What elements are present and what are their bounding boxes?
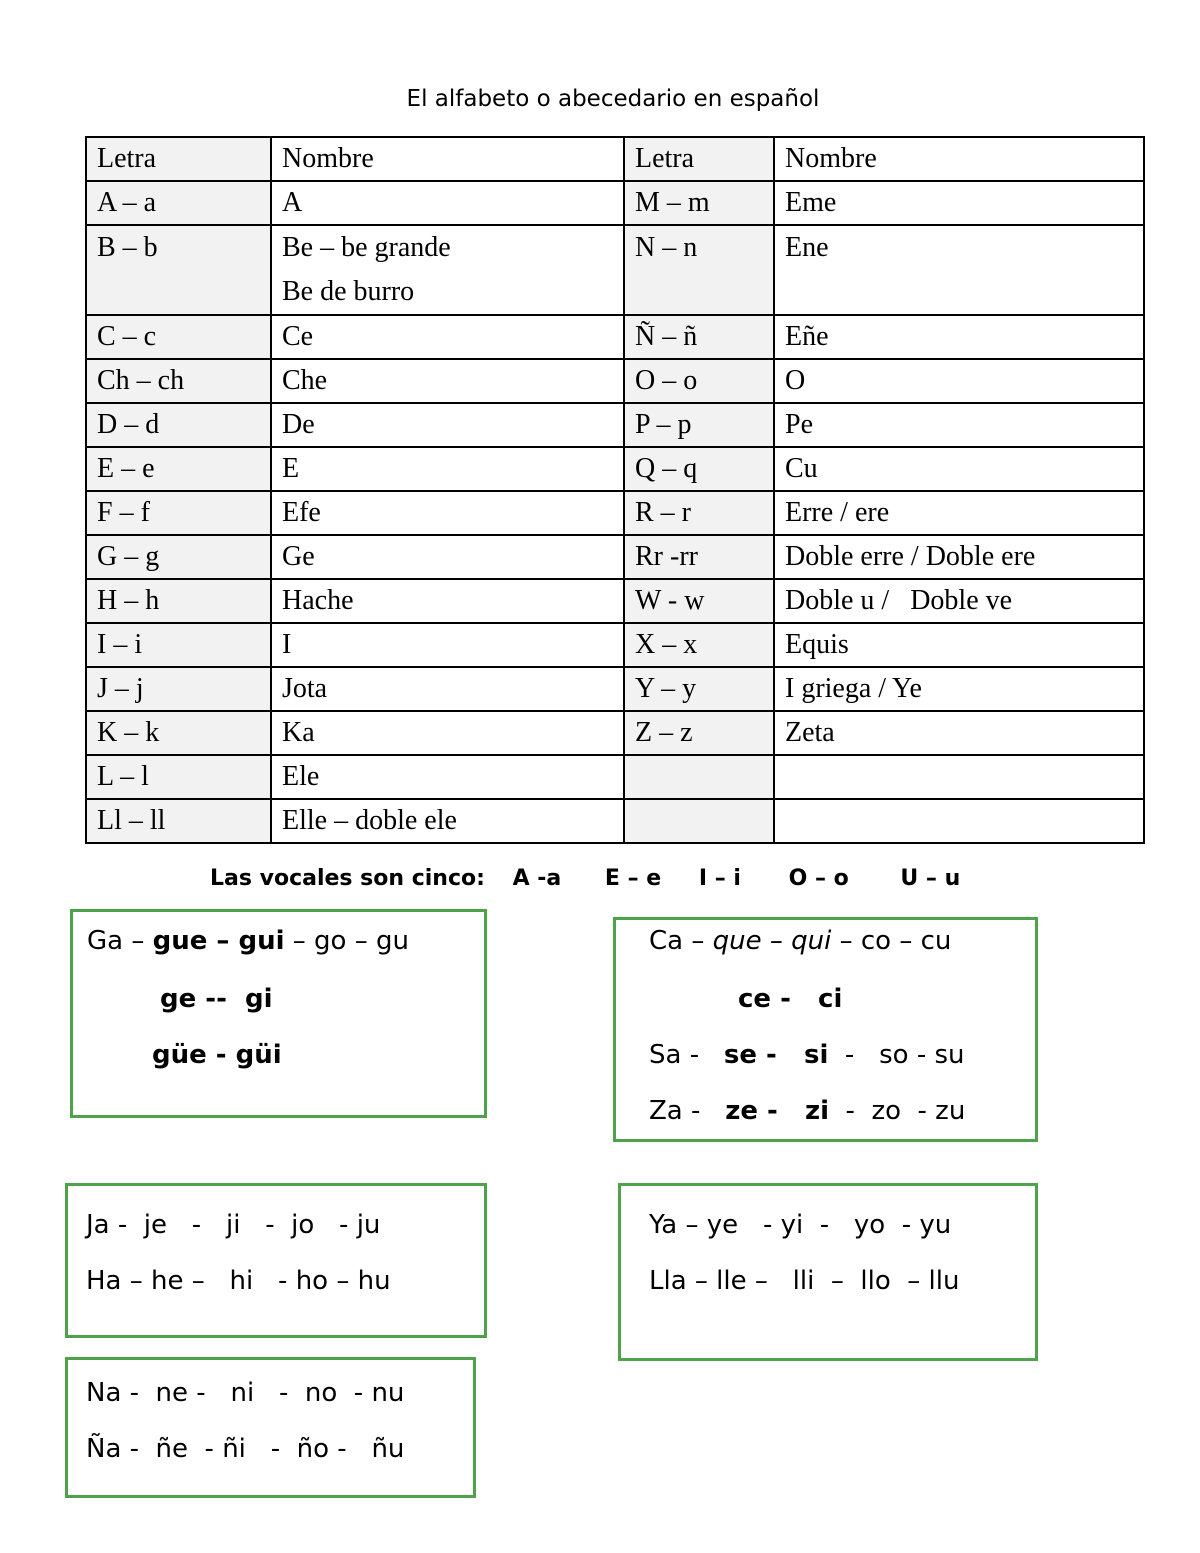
name-cell: Eme xyxy=(774,181,1144,225)
syllable-line: Ña - ñe - ñi - ño - ñu xyxy=(86,1434,405,1464)
name-cell: Ene xyxy=(774,225,1144,315)
name-cell: Pe xyxy=(774,403,1144,447)
syllable-line xyxy=(87,926,409,956)
syllable-box-y xyxy=(618,1183,1038,1361)
name-cell: A xyxy=(271,181,624,225)
table-row xyxy=(86,447,1144,491)
table-row xyxy=(86,623,1144,667)
table-row xyxy=(86,755,1144,799)
letter-cell: Q – q xyxy=(624,447,774,491)
name-cell: Elle – doble ele xyxy=(271,799,624,843)
letter-cell: R – r xyxy=(624,491,774,535)
name-cell: E xyxy=(271,447,624,491)
syllable-line: ge -- gi xyxy=(160,984,273,1014)
name-cell: Ge xyxy=(271,535,624,579)
letter-cell xyxy=(624,755,774,799)
letter-cell: J – j xyxy=(86,667,271,711)
name-cell: Efe xyxy=(271,491,624,535)
syllable-line xyxy=(649,1040,964,1070)
letter-cell: F – f xyxy=(86,491,271,535)
vowel-i: I – i xyxy=(698,866,741,891)
name-cell: Eñe xyxy=(774,315,1144,359)
header-nombre-1: Nombre xyxy=(271,137,624,181)
letter-cell: A – a xyxy=(86,181,271,225)
vowel-e: E – e xyxy=(604,866,662,891)
table-row xyxy=(86,667,1144,711)
name-cell: De xyxy=(271,403,624,447)
vowels-line xyxy=(210,866,960,891)
name-cell xyxy=(271,225,624,315)
syllable-line: ce - ci xyxy=(738,984,843,1014)
syllable-box-n xyxy=(65,1357,476,1498)
name-cell: O xyxy=(774,359,1144,403)
table-row xyxy=(86,579,1144,623)
letter-cell: D – d xyxy=(86,403,271,447)
table-row xyxy=(86,403,1144,447)
letter-cell: Ll – ll xyxy=(86,799,271,843)
syllable-line: Lla – lle – lli – llo – llu xyxy=(649,1266,960,1296)
name-line: Be de burro xyxy=(282,276,415,307)
syllable-line xyxy=(649,926,951,956)
syllable-text: Ca – xyxy=(649,926,713,956)
letter-cell: H – h xyxy=(86,579,271,623)
letter-cell xyxy=(624,799,774,843)
page-title: El alfabeto o abecedario en español xyxy=(406,86,820,112)
name-cell: Equis xyxy=(774,623,1144,667)
vowel-u: U – u xyxy=(900,866,961,891)
name-cell: Doble erre / Doble ere xyxy=(774,535,1144,579)
syllable-box-j xyxy=(65,1183,487,1338)
table-row xyxy=(86,491,1144,535)
syllable-box-g xyxy=(70,909,487,1118)
letter-cell: X – x xyxy=(624,623,774,667)
name-cell xyxy=(774,755,1144,799)
syllable-text: Sa - xyxy=(649,1040,724,1070)
syllable-line: Ya – ye - yi - yo - yu xyxy=(649,1210,952,1240)
syllable-text: – co – cu xyxy=(831,926,952,956)
table-row xyxy=(86,799,1144,843)
letter-cell: Rr -rr xyxy=(624,535,774,579)
syllable-line: Ha – he – hi - ho – hu xyxy=(86,1266,391,1296)
table-row xyxy=(86,315,1144,359)
syllable-line: Ja - je - ji - jo - ju xyxy=(86,1210,381,1240)
name-cell: Erre / ere xyxy=(774,491,1144,535)
table-row xyxy=(86,535,1144,579)
letter-cell: Z – z xyxy=(624,711,774,755)
syllable-text: - zo - zu xyxy=(829,1096,966,1126)
syllable-text: Za - xyxy=(649,1096,726,1126)
alphabet-table xyxy=(85,136,1145,844)
name-cell: Jota xyxy=(271,667,624,711)
name-cell: Ka xyxy=(271,711,624,755)
table-row xyxy=(86,359,1144,403)
name-cell: Hache xyxy=(271,579,624,623)
syllable-text: Ga – xyxy=(87,926,153,956)
letter-cell: P – p xyxy=(624,403,774,447)
letter-cell: Ñ – ñ xyxy=(624,315,774,359)
header-letra-2: Letra xyxy=(624,137,774,181)
syllable-text-bold: se - si xyxy=(723,1040,829,1070)
table-row xyxy=(86,225,1144,315)
letter-cell: G – g xyxy=(86,535,271,579)
letter-cell: L – l xyxy=(86,755,271,799)
name-cell: Che xyxy=(271,359,624,403)
letter-cell: N – n xyxy=(624,225,774,315)
letter-cell: Y – y xyxy=(624,667,774,711)
name-cell: I xyxy=(271,623,624,667)
letter-cell: I – i xyxy=(86,623,271,667)
vowels-label: Las vocales son cinco: xyxy=(210,866,485,891)
name-cell: Doble u / Doble ve xyxy=(774,579,1144,623)
syllable-text: – go – gu xyxy=(284,926,409,956)
letter-cell: Ch – ch xyxy=(86,359,271,403)
syllable-box-c xyxy=(613,917,1038,1142)
name-cell: I griega / Ye xyxy=(774,667,1144,711)
name-cell: Zeta xyxy=(774,711,1144,755)
table-row xyxy=(86,181,1144,225)
letter-cell: M – m xyxy=(624,181,774,225)
table-row xyxy=(86,711,1144,755)
syllable-text: - so - su xyxy=(828,1040,965,1070)
name-cell: Ce xyxy=(271,315,624,359)
letter-cell: C – c xyxy=(86,315,271,359)
syllable-text-bold: ze - zi xyxy=(725,1096,829,1126)
syllable-text-italic: que – qui xyxy=(712,926,832,956)
letter-cell: B – b xyxy=(86,225,271,315)
letter-cell: E – e xyxy=(86,447,271,491)
letter-cell: W - w xyxy=(624,579,774,623)
letter-cell: O – o xyxy=(624,359,774,403)
name-cell xyxy=(774,799,1144,843)
vowel-o: O – o xyxy=(788,866,849,891)
name-cell: Ele xyxy=(271,755,624,799)
name-cell: Cu xyxy=(774,447,1144,491)
syllable-line: güe - güi xyxy=(152,1040,282,1070)
syllable-line: Na - ne - ni - no - nu xyxy=(86,1378,405,1408)
letter-cell: K – k xyxy=(86,711,271,755)
vowel-a: A -a xyxy=(512,866,562,891)
header-nombre-2: Nombre xyxy=(774,137,1144,181)
syllable-line xyxy=(649,1096,965,1126)
table-header-row xyxy=(86,137,1144,181)
header-letra-1: Letra xyxy=(86,137,271,181)
name-line: Be – be grande xyxy=(282,232,451,263)
syllable-text-bold: gue – gui xyxy=(152,926,285,956)
